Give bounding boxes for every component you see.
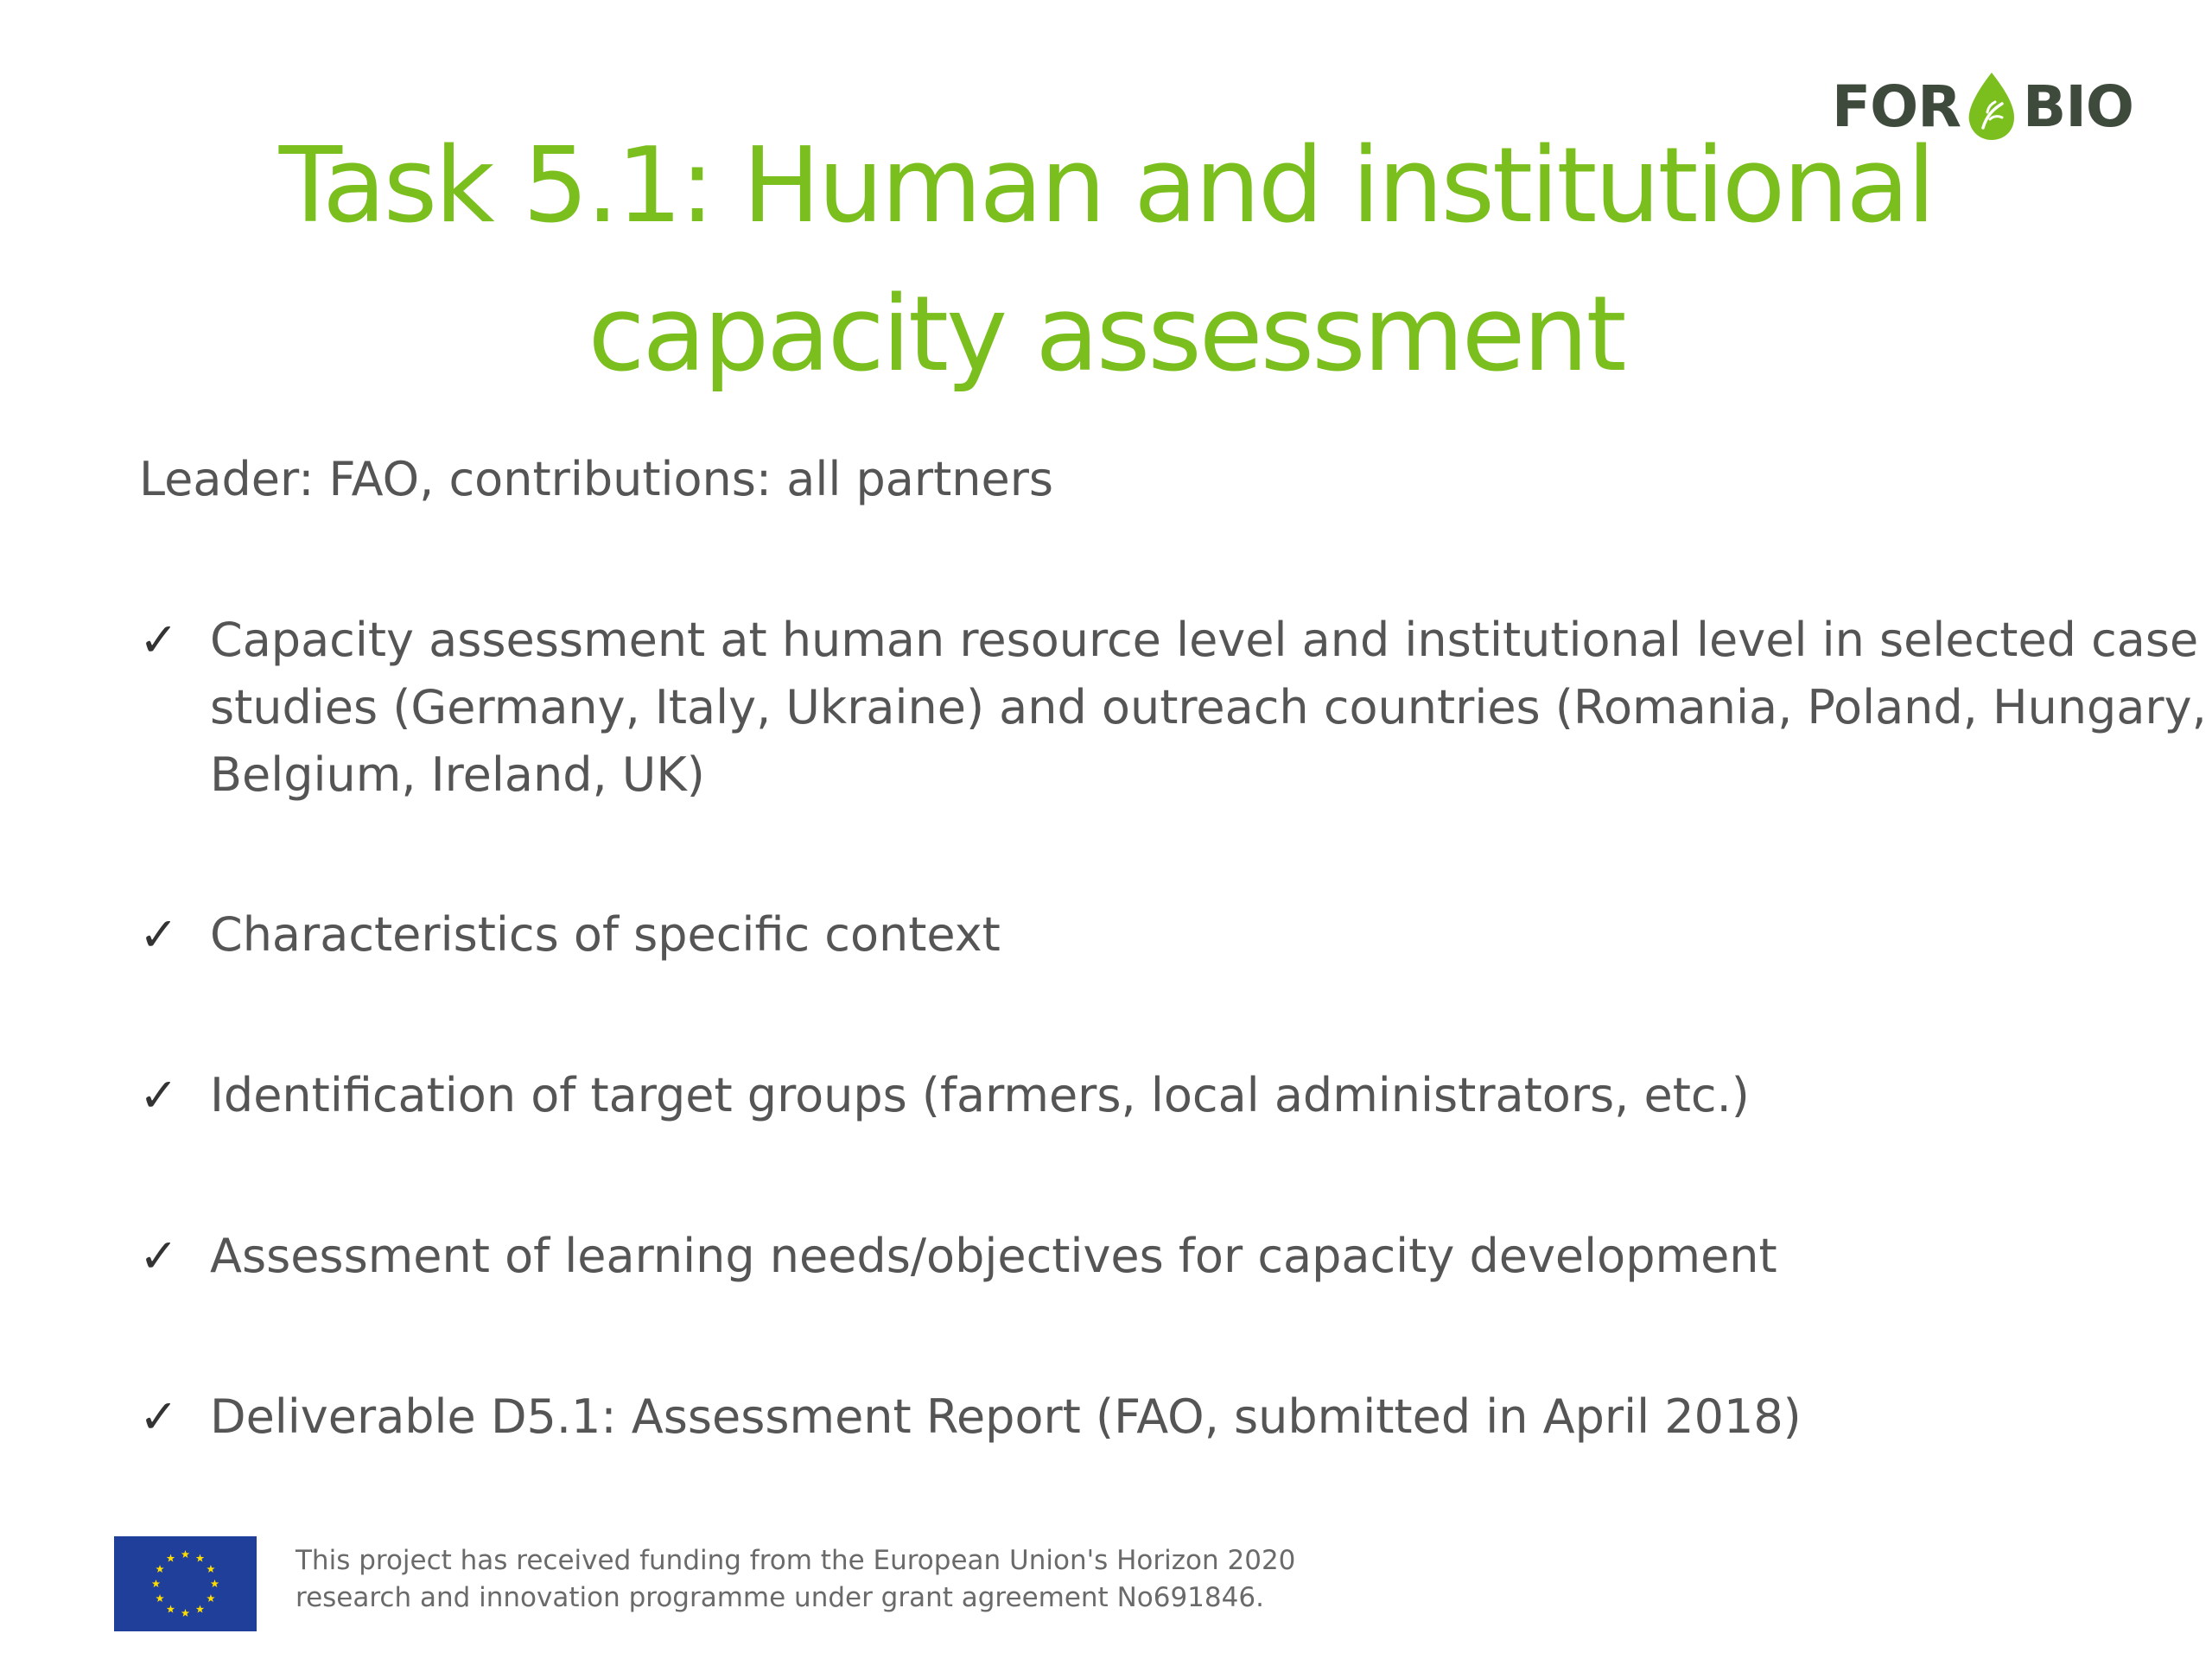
bullet-text <box>210 1383 2126 1451</box>
title-line-2: capacity assessment <box>588 275 1624 395</box>
leader-text: Leader: FAO, contributions: all partners <box>139 452 1054 506</box>
funding-notice-line-2: research and innovation programme under grant agreement No691846. <box>296 1582 1264 1613</box>
bullet-text <box>210 607 2207 809</box>
bullet-text-line: Identification of target groups (farmers, local administrators, etc.) <box>210 1068 1750 1122</box>
title-line-1: Task 5.1: Human and institutional <box>278 126 1934 246</box>
funding-notice-line-1: This project has received funding from the European Union's Horizon 2020 <box>296 1545 1296 1576</box>
bullet-text-line: Characteristics of specific context <box>210 907 1001 962</box>
checkmark-icon: ✓ <box>139 1389 179 1444</box>
bullet-item <box>139 1383 2126 1451</box>
slide-title <box>156 112 2056 410</box>
bullet-text <box>210 1062 2126 1129</box>
funding-notice <box>296 1542 1295 1617</box>
bullet-text-line: Deliverable D5.1: Assessment Report (FAO, submitted in April 2018) <box>210 1389 1802 1444</box>
logo-text-right: BIO <box>2023 73 2133 140</box>
eu-flag-icon <box>114 1536 257 1631</box>
bullet-text-line: Belgium, Ireland, UK) <box>210 747 705 802</box>
bullet-text-line: studies (Germany, Italy, Ukraine) and outreach countries (Romania, Poland, Hungary, <box>210 680 2207 734</box>
bullet-item <box>139 607 2207 809</box>
bullet-item <box>139 1062 2126 1129</box>
checkmark-icon: ✓ <box>139 1068 179 1122</box>
bullet-text-line: Capacity assessment at human resource level and institutional level in selected case <box>210 613 2199 667</box>
checkmark-icon: ✓ <box>139 907 179 962</box>
bullet-item <box>139 1223 2126 1290</box>
logo-text-left: FOR <box>1832 73 1961 140</box>
checkmark-icon: ✓ <box>139 613 179 667</box>
checkmark-icon: ✓ <box>139 1229 179 1283</box>
bullet-item <box>139 901 2126 969</box>
bullet-text-line: Assessment of learning needs/objectives for capacity development <box>210 1229 1777 1283</box>
bullet-text <box>210 901 2126 969</box>
bullet-text <box>210 1223 2126 1290</box>
